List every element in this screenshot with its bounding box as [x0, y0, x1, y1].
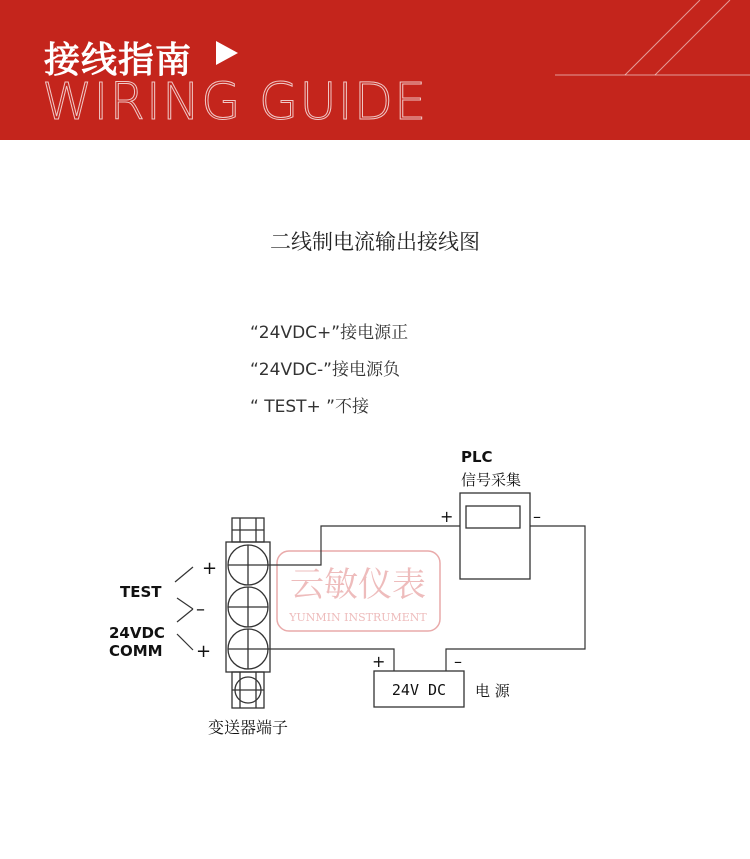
- note-positive: “24VDC+”接电源正: [250, 323, 409, 343]
- comm-label: COMM: [109, 642, 163, 660]
- supply-plus: +: [372, 652, 386, 671]
- terminal-plus-bottom: +: [196, 641, 212, 662]
- test-label: TEST: [120, 583, 162, 601]
- note-negative: “24VDC-”接电源负: [250, 360, 400, 380]
- plc-device: [460, 493, 530, 579]
- terminal-minus: –: [196, 599, 205, 620]
- page-title: 接线指南: [44, 40, 193, 81]
- supply-name: 电 源: [475, 682, 510, 700]
- plc-minus: –: [533, 507, 541, 526]
- note-test: “ TEST+ ”不接: [250, 397, 369, 417]
- terminal-caption: 变送器端子: [207, 718, 289, 737]
- supply-minus: –: [454, 652, 462, 671]
- page-subtitle: WIRING GUIDE: [42, 73, 428, 132]
- diagram-title: 二线制电流输出接线图: [270, 230, 480, 254]
- supply-voltage-label: 24V DC: [391, 681, 447, 699]
- watermark-cn: 云敏仪表: [290, 565, 426, 605]
- watermark-en: YUNMIN INSTRUMENT: [289, 611, 427, 624]
- terminal-plus-top: +: [202, 558, 218, 579]
- plc-subtitle: 信号采集: [461, 471, 522, 489]
- plc-plus: +: [440, 507, 454, 526]
- terminal-block: [226, 518, 270, 708]
- plc-title: PLC: [461, 448, 493, 466]
- vdc-label: 24VDC: [109, 624, 165, 642]
- terminal-labels: [175, 567, 193, 650]
- watermark: [277, 551, 440, 631]
